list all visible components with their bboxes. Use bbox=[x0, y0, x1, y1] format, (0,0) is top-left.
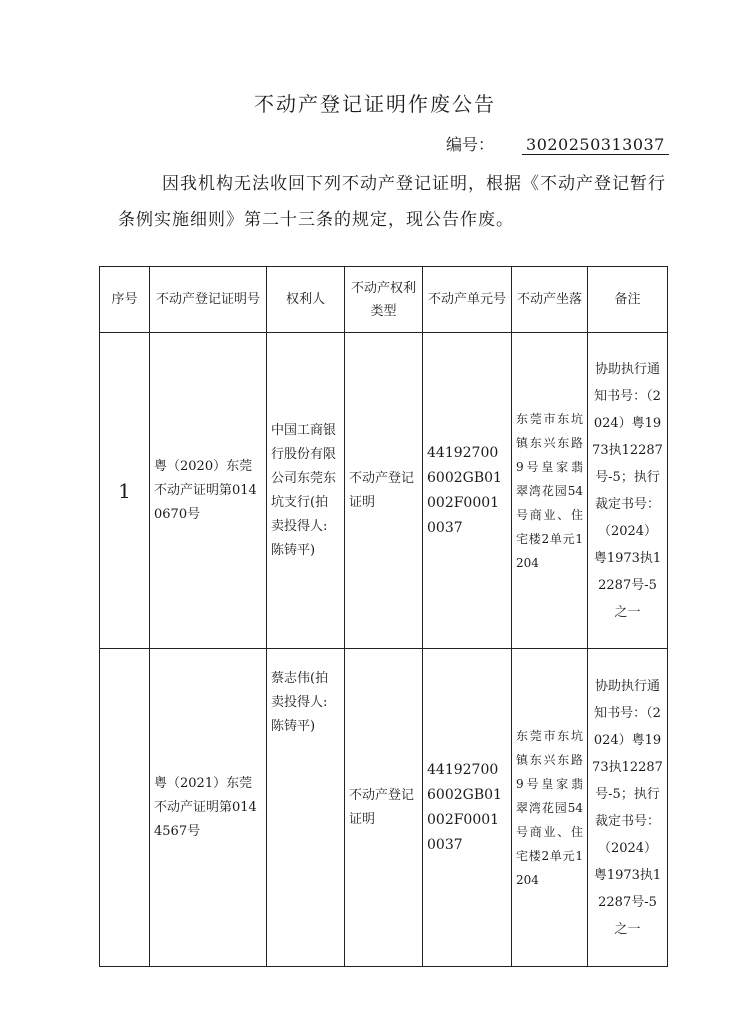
serial-number: 3020250313037 bbox=[522, 135, 669, 155]
table-header-row bbox=[100, 267, 668, 333]
row-location: 东莞市东坑镇东兴东路9号皇家翡翠湾花园54号商业、住宅楼2单元1204 bbox=[512, 333, 588, 649]
row-cert-no: 粤（2021）东莞不动产证明第0144567号 bbox=[150, 649, 267, 967]
row-index: 1 bbox=[100, 333, 150, 649]
row-remark: 协助执行通知书号：（2024）粤1973执12287号-5；执行裁定书号：（2024）粤1973执12287号-5之一 bbox=[588, 333, 668, 649]
row-location: 东莞市东坑镇东兴东路9号皇家翡翠湾花园54号商业、住宅楼2单元1204 bbox=[512, 649, 588, 967]
row-index bbox=[100, 649, 150, 967]
certificate-table bbox=[99, 266, 667, 966]
header-cert-no: 不动产登记证明号 bbox=[150, 267, 267, 333]
row-remark: 协助执行通知书号：（2024）粤1973执12287号-5；执行裁定书号：（2024）粤1973执12287号-5之一 bbox=[588, 649, 668, 967]
table-row bbox=[100, 333, 668, 649]
row-unit-no: 441927006002GB01002F00010037 bbox=[423, 333, 512, 649]
row-holder: 蔡志伟(拍卖投得人:陈铸平) bbox=[267, 649, 345, 967]
serial-label: 编号： bbox=[446, 135, 495, 154]
header-unit-no: 不动产单元号 bbox=[423, 267, 512, 333]
header-index: 序号 bbox=[100, 267, 150, 333]
serial-line bbox=[446, 132, 669, 155]
row-unit-no: 441927006002GB01002F00010037 bbox=[423, 649, 512, 967]
document-title: 不动产登记证明作废公告 bbox=[254, 92, 496, 116]
row-cert-no: 粤（2020）东莞不动产证明第0140670号 bbox=[150, 333, 267, 649]
header-location: 不动产坐落 bbox=[512, 267, 588, 333]
row-right-type: 不动产登记证明 bbox=[345, 333, 423, 649]
header-right-type: 不动产权利类型 bbox=[345, 267, 423, 333]
intro-paragraph: 因我机构无法收回下列不动产登记证明，根据《不动产登记暂行条例实施细则》第二十三条的规定，现公告作废。 bbox=[118, 174, 666, 230]
row-right-type: 不动产登记证明 bbox=[345, 649, 423, 967]
row-holder: 中国工商银行股份有限公司东莞东坑支行(拍卖投得人:陈铸平) bbox=[267, 333, 345, 649]
header-remark: 备注 bbox=[588, 267, 668, 333]
table-row bbox=[100, 649, 668, 967]
header-holder: 权利人 bbox=[267, 267, 345, 333]
